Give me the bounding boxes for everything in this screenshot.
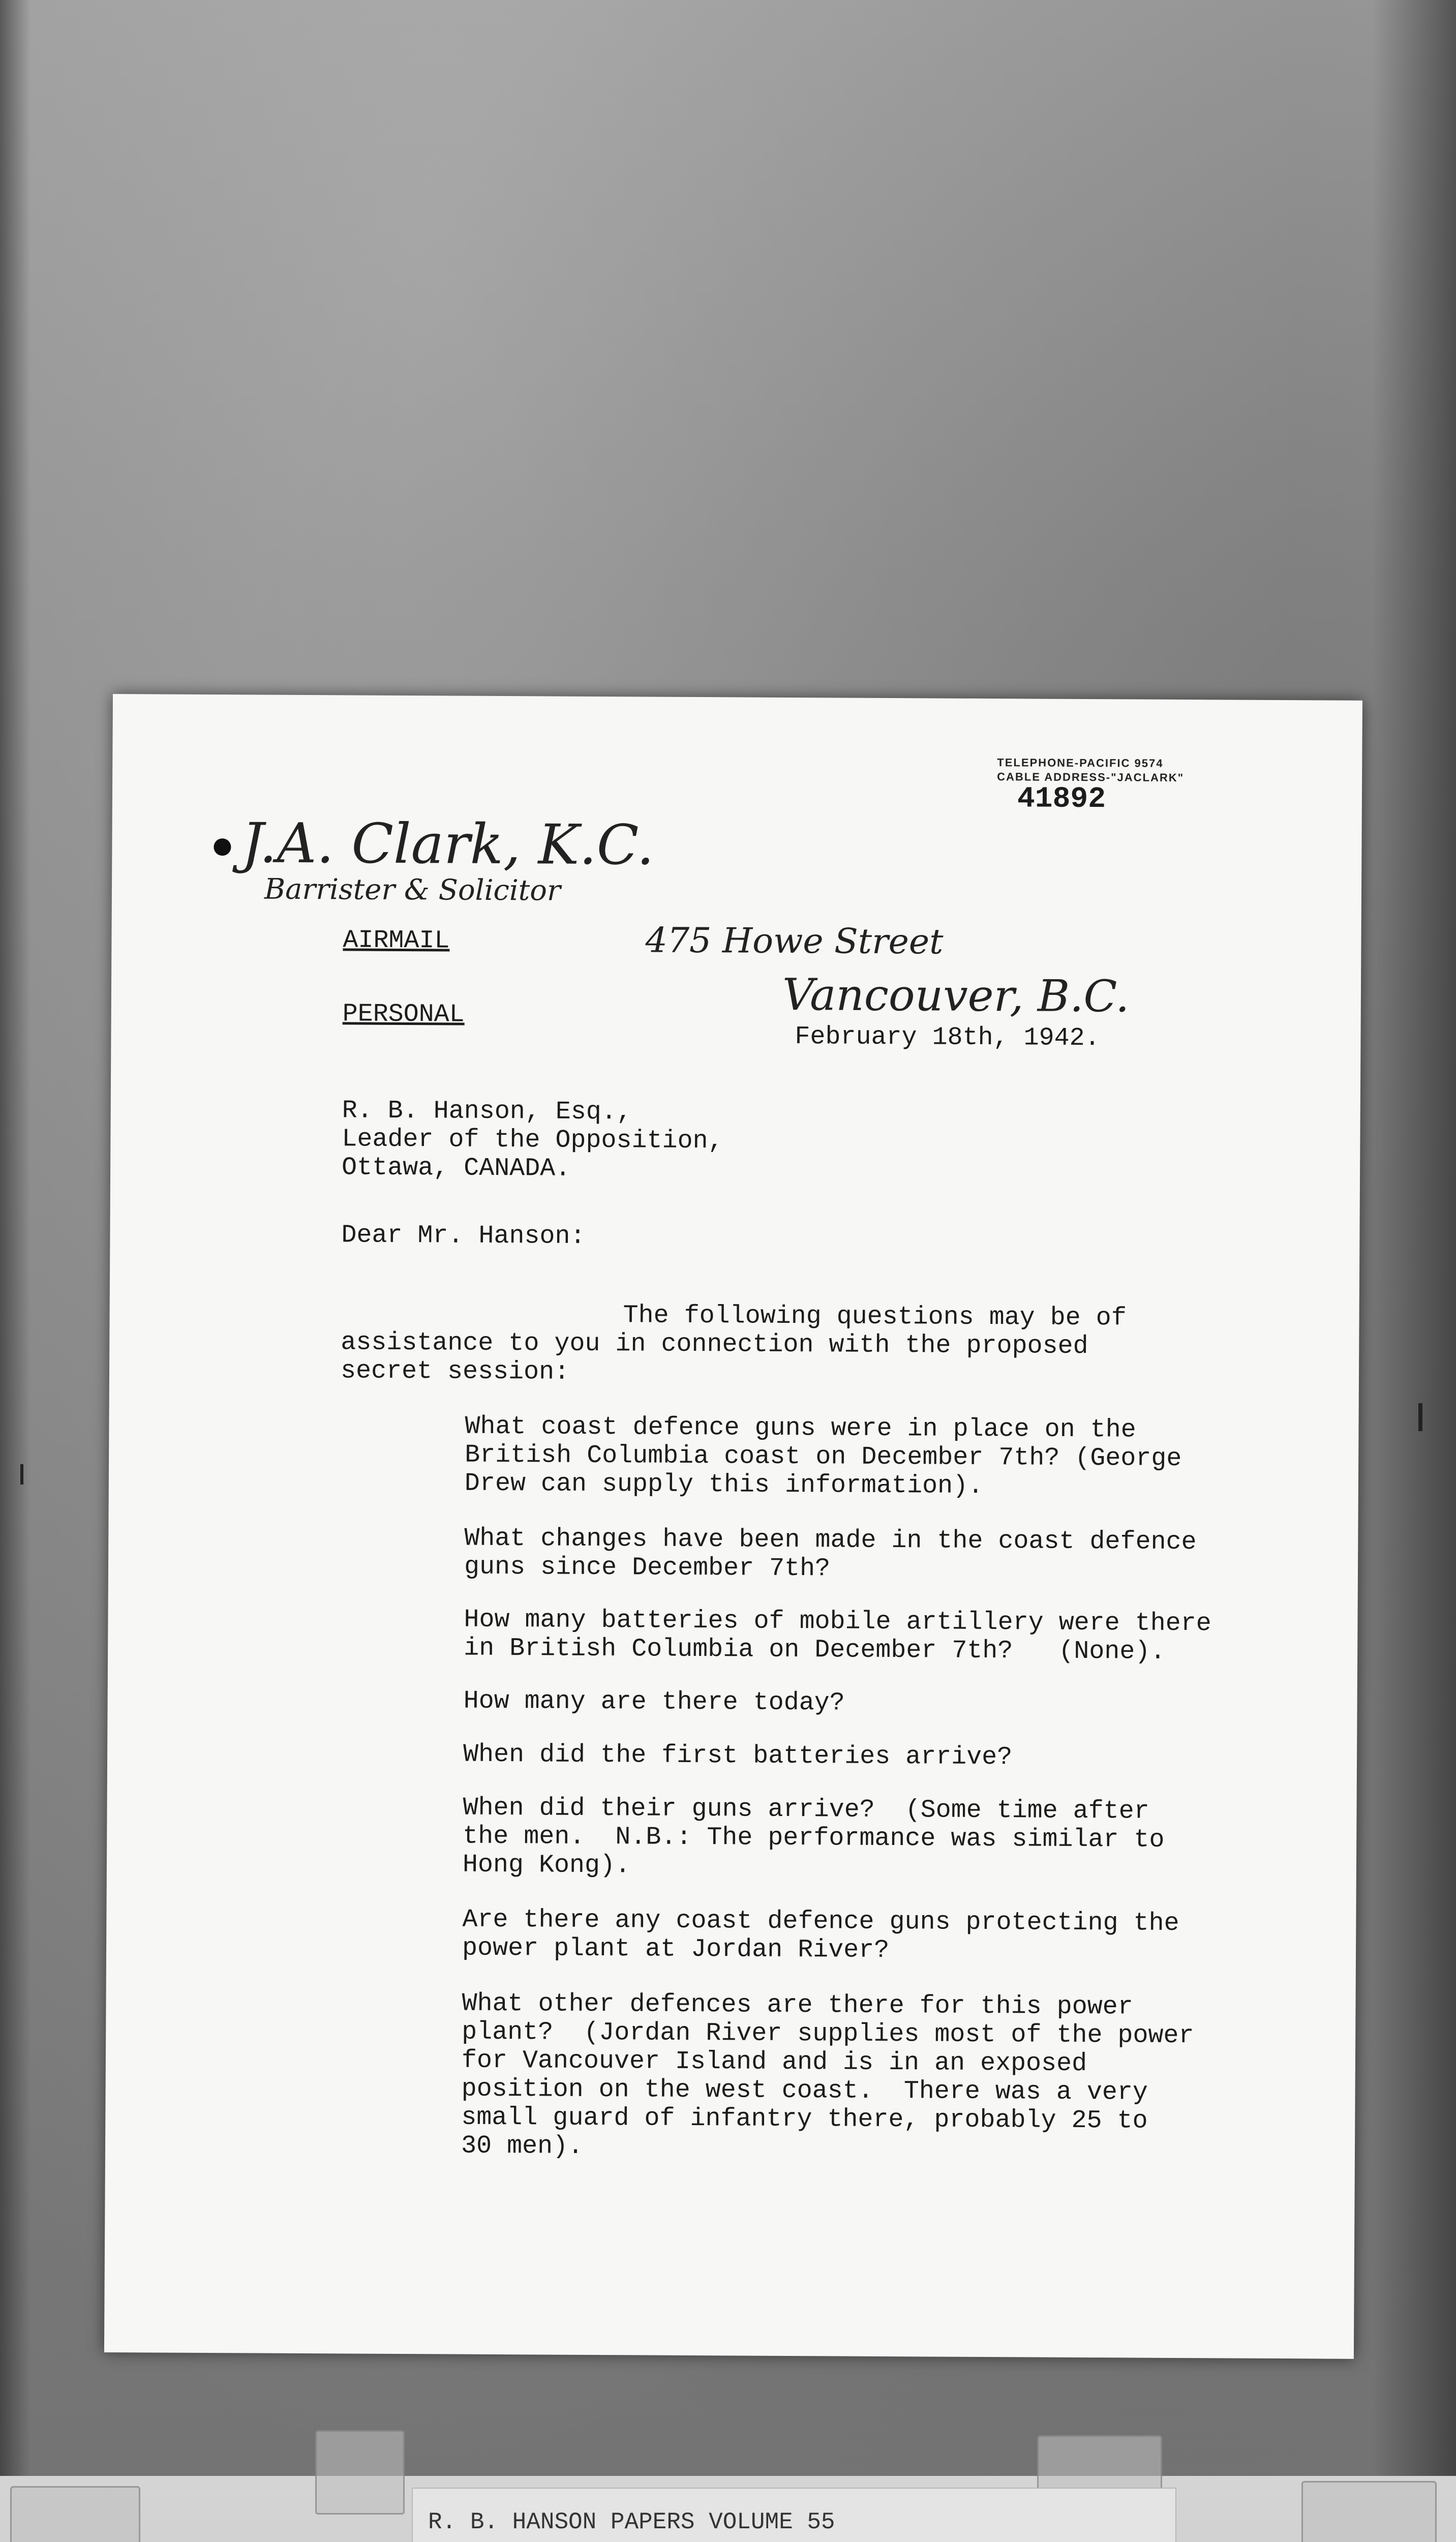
question-line: Are there any coast defence guns protecting the: [462, 1905, 1179, 1939]
letter-sheet: [104, 694, 1362, 2359]
question-line: How many batteries of mobile artillery were there: [464, 1605, 1211, 1639]
margin-tick-mark: [1418, 1403, 1422, 1431]
intro-line: secret session:: [340, 1356, 570, 1387]
question-line: for Vancouver Island and is in an exposed: [461, 2046, 1087, 2079]
letterhead-telephone: TELEPHONE-PACIFIC 9574: [997, 756, 1164, 770]
question-line: British Columbia coast on December 7th? (George: [465, 1440, 1182, 1474]
recipient-line: Ottawa, CANADA.: [341, 1153, 571, 1184]
letter-date: February 18th, 1942.: [795, 1022, 1100, 1053]
recipient-line: R. B. Hanson, Esq.,: [342, 1096, 632, 1127]
question-line: When did their guns arrive? (Some time after: [463, 1793, 1149, 1826]
question-line: plant? (Jordan River supplies most of the power: [462, 2017, 1194, 2051]
question-line: in British Columbia on December 7th? (None).: [464, 1633, 1166, 1667]
reference-number: 41892: [1017, 782, 1106, 816]
question-line: Drew can supply this information).: [464, 1469, 984, 1501]
question-line: What coast defence guns were in place on the: [465, 1412, 1136, 1445]
intro-line: assistance to you in connection with the proposed: [341, 1328, 1088, 1361]
salutation: Dear Mr. Hanson:: [341, 1221, 586, 1251]
intro-line: The following questions may be of: [623, 1301, 1127, 1333]
letterhead-name: J.A. Clark, K.C.: [241, 811, 655, 877]
volume-label: R. B. HANSON PAPERS VOLUME 55: [428, 2509, 835, 2535]
letterhead-city: Vancouver, B.C.: [782, 969, 1130, 1022]
tape-piece: [1301, 2481, 1437, 2542]
question-line: small guard of infantry there, probably 25 to: [461, 2103, 1148, 2136]
letterhead-street: 475 Howe Street: [645, 920, 944, 962]
personal-label: PERSONAL: [342, 1000, 465, 1030]
letterhead-bullet-icon: [214, 838, 231, 856]
airmail-label: AIRMAIL: [343, 926, 450, 956]
tape-piece: [315, 2430, 405, 2515]
question-line: Hong Kong).: [462, 1850, 631, 1881]
margin-tick-mark: [20, 1464, 23, 1485]
board-right-shadow: [1373, 0, 1456, 2542]
tape-piece: [10, 2486, 140, 2542]
letterhead-cable: CABLE ADDRESS-"JACLARK": [997, 770, 1185, 784]
recipient-line: Leader of the Opposition,: [342, 1125, 723, 1156]
question-line: When did the first batteries arrive?: [463, 1740, 1013, 1772]
question-line: 30 men).: [461, 2131, 584, 2161]
question-line: What changes have been made in the coast defence: [464, 1524, 1197, 1557]
board-left-edge: [0, 0, 31, 2542]
letterhead-title: Barrister & Solicitor: [264, 872, 561, 907]
question-line: What other defences are there for this power: [462, 1989, 1133, 2022]
question-line: guns since December 7th?: [464, 1552, 831, 1584]
question-line: How many are there today?: [463, 1686, 845, 1718]
volume-label-strip: [412, 2488, 1176, 2542]
question-line: position on the west coast. There was a very: [461, 2074, 1148, 2107]
question-line: power plant at Jordan River?: [462, 1933, 890, 1965]
question-line: the men. N.B.: The performance was similar to: [463, 1822, 1165, 1855]
